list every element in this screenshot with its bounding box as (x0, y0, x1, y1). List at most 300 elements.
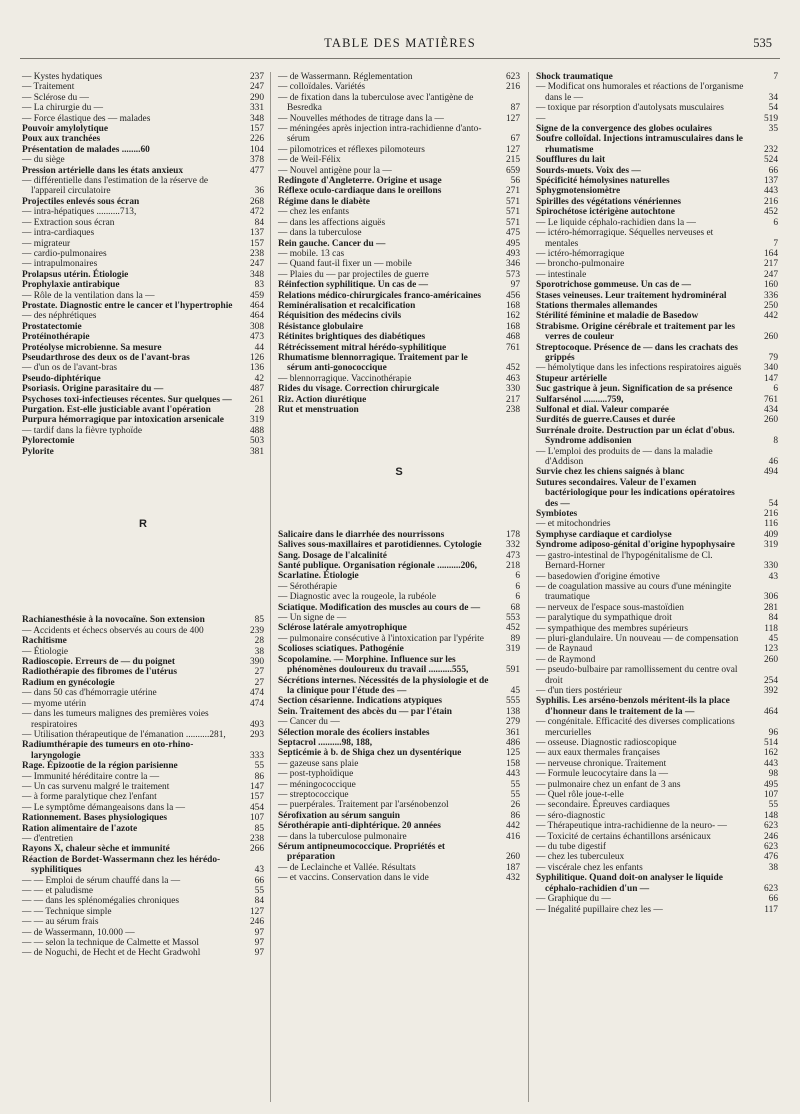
entry-text: — Cancer du — (278, 717, 340, 728)
entry-text: — — et paludisme (22, 886, 94, 896)
entry-page-number: 84 (254, 217, 264, 228)
index-entry (278, 93, 520, 114)
index-entry (22, 218, 264, 228)
entry-page-number: 45 (510, 685, 520, 696)
index-entry (536, 519, 778, 529)
entry-page-number: 623 (763, 821, 778, 832)
entry-page-number: 85 (254, 615, 264, 626)
index-entry (278, 759, 520, 769)
entry-page-number: 472 (249, 207, 264, 218)
entry-page-number: 454 (249, 802, 264, 813)
entry-text: — dans les affections aiguës (278, 217, 386, 228)
entry-text: Santé publique. Organisation régionale ..........206, (278, 561, 477, 572)
entry-page-number: 6 (515, 581, 520, 592)
entry-page-number: 468 (505, 332, 520, 343)
index-entry (536, 114, 778, 124)
entry-text: — à forme paralytique chez l'enfant (22, 792, 157, 803)
index-entry (536, 82, 778, 103)
index-entry (536, 644, 778, 654)
entry-text: Ration alimentaire de l'azote (22, 823, 138, 834)
entry-text: Surrénale droite. Destruction par un éclat d'obus. Syndrome addisonien (536, 425, 735, 447)
entry-page-number: 452 (505, 363, 520, 374)
index-entry (536, 769, 778, 779)
entries-r (22, 615, 264, 958)
entry-page-number: 43 (254, 865, 264, 876)
entry-text: — pluri-glandulaire. Un nouveau — de compensation (536, 633, 739, 644)
index-entry (22, 436, 264, 446)
entry-text: — Graphique du — (536, 894, 611, 905)
index-entry (536, 166, 778, 176)
entry-page-number: 459 (249, 290, 264, 301)
entry-text: — Modificat ons humorales et réactions de l'organisme dans le — (536, 82, 744, 103)
entry-text: Pylorite (22, 446, 54, 457)
index-entry (536, 207, 778, 217)
index-entry (22, 82, 264, 92)
entry-page-number: 107 (763, 790, 778, 801)
index-entry (536, 415, 778, 425)
entry-page-number: 308 (249, 321, 264, 332)
entry-page-number: 555 (505, 696, 520, 707)
entry-page-number: 6 (515, 592, 520, 603)
entry-page-number: 319 (249, 415, 264, 426)
entry-page-number: 162 (505, 311, 520, 322)
entry-page-number: 26 (510, 800, 520, 811)
entry-text: — Immunité héréditaire contre la — (22, 771, 160, 782)
index-entry (22, 907, 264, 917)
entry-page-number: 503 (249, 436, 264, 447)
entry-page-number: 416 (505, 831, 520, 842)
entry-text: — — Emploi de sérum chauffé dans la — (22, 875, 181, 886)
entry-page-number: 571 (505, 207, 520, 218)
entry-text: — du tube digestif (536, 842, 607, 853)
entry-page-number: 346 (505, 259, 520, 270)
index-entry (22, 270, 264, 280)
index-entry (22, 114, 264, 124)
entry-text: Pouvoir amylolytique (22, 124, 109, 135)
entry-text: — nerveuse chronique. Traitement (536, 758, 667, 769)
entry-page-number: 136 (249, 363, 264, 374)
entry-page-number: 127 (249, 906, 264, 917)
entry-text: — de fixation dans la tuberculose avec l'antigène de Besredka (278, 92, 474, 114)
entry-page-number: 390 (249, 657, 264, 668)
index-entry (536, 291, 778, 301)
entry-page-number: 432 (505, 873, 520, 884)
index-entry (22, 426, 264, 436)
index-entry (536, 363, 778, 373)
entry-page-number: 494 (763, 467, 778, 478)
entry-page-number: 8 (773, 436, 778, 447)
entry-text: — ictéro-hémorragique. Séquelles nerveuses et mentales (536, 228, 714, 249)
entry-page-number: 330 (763, 561, 778, 572)
index-entry (22, 772, 264, 782)
entry-page-number: 464 (249, 311, 264, 322)
entry-page-number: 260 (505, 852, 520, 863)
index-entry (22, 928, 264, 938)
index-entry (22, 917, 264, 927)
entry-text: Stases veineuses. Leur traitement hydrominéral (536, 290, 727, 301)
entry-text: Protéolyse microbienne. Sa mesure (22, 342, 162, 353)
entry-page-number: 67 (510, 134, 520, 145)
entry-page-number: 56 (510, 176, 520, 187)
entry-page-number: 336 (763, 290, 778, 301)
entry-page-number: 68 (510, 602, 520, 613)
index-entry (278, 155, 520, 165)
entry-page-number: 293 (249, 729, 264, 740)
index-entry (22, 948, 264, 958)
index-entry (536, 811, 778, 821)
entry-text: Suc gastrique à jeun. Signification de sa présence (536, 384, 733, 395)
entry-page-number: 659 (505, 165, 520, 176)
entry-text: — aux eaux thermales françaises (536, 748, 660, 759)
entry-text: Salives sous-maxillaires et parotidiennes. Cytologie (278, 540, 482, 551)
entry-page-number: 96 (768, 727, 778, 738)
entry-page-number: 36 (254, 186, 264, 197)
entry-page-number: 340 (763, 363, 778, 374)
entry-text: Purgation. Est-elle justiciable avant l'opération (22, 405, 211, 415)
entry-text: Sulfonal et dial. Valeur comparée (536, 405, 669, 415)
index-entry (22, 239, 264, 249)
index-entry (22, 301, 264, 311)
entry-text: — secondaire. Épreuves cardiaques (536, 800, 670, 811)
index-entry (536, 572, 778, 582)
entry-page-number: 97 (254, 927, 264, 938)
index-entry (536, 134, 778, 155)
entry-page-number: 268 (249, 196, 264, 207)
entry-page-number: 246 (763, 831, 778, 842)
index-entry (22, 145, 264, 155)
index-entry (278, 207, 520, 217)
entry-page-number: 187 (505, 862, 520, 873)
index-entry (536, 405, 778, 415)
entry-page-number: 137 (763, 176, 778, 187)
index-entry (536, 551, 778, 572)
index-entry (536, 738, 778, 748)
entry-text: Scarlatine. Étiologie (278, 571, 359, 582)
entry-text: Relations médico-chirurgicales franco-américaines (278, 290, 482, 301)
entry-text: — congénitale. Efficacité des diverses complications mercurielles (536, 717, 735, 738)
entry-text: Survie chez les chiens saignés à blanc (536, 467, 685, 478)
entry-text: — de Noguchi, de Hecht et de Hecht Gradwohl (22, 948, 201, 959)
entry-page-number: 127 (505, 113, 520, 124)
entry-text: Pseudo-diphtérique (22, 373, 101, 384)
index-entry (536, 467, 778, 477)
index-entry (278, 186, 520, 196)
index-entry (278, 623, 520, 633)
entry-page-number: 493 (505, 248, 520, 259)
index-entry (22, 740, 264, 761)
entry-text: Sélection morale des écoliers instables (278, 727, 430, 738)
entry-text: — Étiologie (22, 646, 69, 657)
index-entry (22, 395, 264, 405)
index-entry (536, 259, 778, 269)
entry-text: — post-typhoïdique (278, 769, 354, 780)
entry-page-number: 475 (505, 228, 520, 239)
index-entry (278, 551, 520, 561)
index-entry (278, 530, 520, 540)
index-entry (22, 291, 264, 301)
entry-text: Rides du visage. Correction chirurgicale (278, 384, 440, 395)
entry-page-number: 434 (763, 405, 778, 415)
entry-text: Syndrome adiposo-génital d'origine hypophysaire (536, 540, 735, 551)
entry-text: — pilomotrices et réflexes pilomoteurs (278, 144, 425, 155)
entry-text: Psoriasis. Origine parasitaire du — (22, 384, 164, 395)
index-entry (278, 769, 520, 779)
entry-text: — Sérothérapie (278, 581, 338, 592)
entry-page-number: 42 (254, 373, 264, 384)
entry-page-number: 443 (505, 769, 520, 780)
index-entry (22, 761, 264, 771)
entry-page-number: 168 (505, 300, 520, 311)
entry-page-number: 442 (763, 311, 778, 322)
entry-page-number: 319 (505, 644, 520, 655)
index-entry (278, 655, 520, 676)
entry-page-number: 34 (768, 92, 778, 103)
index-entry (22, 311, 264, 321)
entry-text: — d'un os de l'avant-bras (22, 363, 118, 374)
entry-text: — Nouvel antigène pour la — (278, 165, 392, 176)
entry-text: Projectiles enlevés sous écran (22, 196, 140, 207)
index-entry (536, 821, 778, 831)
entry-page-number: 473 (249, 332, 264, 343)
entry-text: Strabisme. Origine cérébrale et traitement par les verres de couleur (536, 321, 735, 343)
entry-text: — de coagulation massive au cours d'une méningite traumatique (536, 581, 732, 603)
entry-page-number: 238 (249, 833, 264, 844)
index-entry (536, 228, 778, 249)
index-entry (536, 155, 778, 165)
entry-text: Syphilis. Les arséno-benzols méritent-ils la place d'honneur dans le traitement de la — (536, 696, 730, 717)
entry-text: — nerveux de l'espace sous-mastoïdien (536, 602, 684, 613)
index-entry (278, 343, 520, 353)
entry-page-number: 217 (505, 394, 520, 405)
entry-page-number: 127 (505, 144, 520, 155)
entry-page-number: 524 (763, 155, 778, 166)
entry-page-number: 28 (254, 636, 264, 647)
index-entry (22, 824, 264, 834)
entry-page-number: 488 (249, 425, 264, 436)
entry-text: Rut et menstruation (278, 405, 359, 415)
index-entry (278, 728, 520, 738)
entry-text: — — au sérum frais (22, 917, 99, 928)
entry-text: Riz. Action diurétique (278, 394, 367, 405)
entry-page-number: 250 (763, 300, 778, 311)
entry-page-number: 55 (510, 779, 520, 790)
entry-page-number: 761 (505, 342, 520, 353)
entry-text: Symphyse cardiaque et cardiolyse (536, 529, 672, 540)
index-entry (536, 301, 778, 311)
index-entry (278, 322, 520, 332)
entry-page-number: 157 (249, 792, 264, 803)
entry-text: — cardio-pulmonaires (22, 248, 107, 259)
entry-page-number: 168 (505, 321, 520, 332)
index-entry (278, 790, 520, 800)
entry-text: Radioscopie. Erreurs de — du poignet (22, 657, 175, 668)
entry-page-number: 443 (763, 186, 778, 197)
entry-page-number: 97 (510, 280, 520, 291)
entry-page-number: 83 (254, 280, 264, 291)
index-entry (278, 228, 520, 238)
entry-text: Stupeur artérielle (536, 373, 607, 384)
index-entry (536, 863, 778, 873)
entry-text: — Formule leucocytaire dans la — (536, 769, 668, 780)
index-entry (278, 82, 520, 92)
index-entry (22, 647, 264, 657)
entry-text: Pylorectomie (22, 436, 75, 447)
index-entry (22, 134, 264, 144)
entry-page-number: 157 (249, 124, 264, 135)
index-entry (278, 592, 520, 602)
entry-page-number: 66 (768, 894, 778, 905)
entry-text: Symbiotes (536, 509, 578, 520)
index-entry (536, 186, 778, 196)
index-entry (536, 613, 778, 623)
index-entry (22, 876, 264, 886)
index-column-2 (278, 72, 520, 884)
index-entry (22, 374, 264, 384)
entry-page-number: 123 (763, 644, 778, 655)
entry-text: — de Leclainche et Vallée. Résultats (278, 862, 416, 873)
entry-page-number: 623 (763, 842, 778, 853)
index-entry (22, 855, 264, 876)
index-entry (536, 447, 778, 468)
entry-text: Sein. Traitement des abcès du — par l'étain (278, 706, 452, 717)
index-entry (22, 886, 264, 896)
index-entry (536, 218, 778, 228)
entry-text: — Kystes hydatiques (22, 72, 103, 82)
index-entry (22, 688, 264, 698)
entry-text: — myome utérin (22, 698, 87, 709)
entry-page-number: 464 (763, 706, 778, 717)
index-entry (536, 530, 778, 540)
index-entry (22, 709, 264, 730)
entry-text: Section césarienne. Indications atypiques (278, 696, 443, 707)
index-entry (22, 615, 264, 625)
entry-page-number: 348 (249, 113, 264, 124)
index-entry (22, 332, 264, 342)
index-entry (22, 155, 264, 165)
entry-text: Purpura hémorragique par intoxication arsenicale (22, 415, 224, 426)
entry-page-number: 118 (764, 623, 778, 634)
entry-text: Pression artérielle dans les états anxieux (22, 165, 184, 176)
entry-text: Réquisition des médecins civils (278, 311, 402, 322)
entry-page-number: 473 (505, 550, 520, 561)
entries-s (278, 530, 520, 884)
entry-text: — viscérale chez les enfants (536, 862, 643, 873)
entry-text: Rachianesthésie à la novocaïne. Son extension (22, 615, 205, 626)
entry-page-number: 319 (763, 540, 778, 551)
entry-text: — séro-diagnostic (536, 810, 605, 821)
entry-text: Shock traumatique (536, 72, 613, 82)
entry-text: — Un cas survenu malgré le traitement (22, 781, 170, 792)
entry-text: — pseudo-bulbaire par ramollissement du centre oval droit (536, 665, 738, 686)
index-entry (22, 626, 264, 636)
entry-text: — intra-hépatiques ..........713, (22, 207, 137, 218)
entry-page-number: 84 (254, 896, 264, 907)
entry-page-number: 239 (249, 625, 264, 636)
entry-page-number: 46 (768, 457, 778, 468)
entry-page-number: 226 (249, 134, 264, 145)
entry-page-number: 178 (505, 529, 520, 540)
entry-page-number: 44 (254, 342, 264, 353)
index-entry (536, 634, 778, 644)
entry-page-number: 87 (510, 103, 520, 114)
entry-text: — de Raymond (536, 654, 596, 665)
index-entry (22, 353, 264, 363)
entry-text: — ictéro-hémorragique (536, 248, 625, 259)
entry-page-number: 260 (763, 415, 778, 426)
entry-text: — mobile. 13 cas (278, 248, 345, 259)
entry-text: — Extraction sous écran (22, 217, 115, 228)
entry-text: — tardif dans la fièvre typhoïde (22, 425, 143, 436)
entry-text: Redingote d'Angleterre. Origine et usage (278, 176, 442, 187)
entry-text: Réinfection syphilitique. Un cas de — (278, 280, 429, 291)
index-entry (278, 114, 520, 124)
entry-page-number: 38 (254, 646, 264, 657)
index-entry (278, 644, 520, 654)
index-entry (536, 395, 778, 405)
index-entry (536, 374, 778, 384)
entry-page-number: 331 (249, 103, 264, 114)
index-entry (22, 782, 264, 792)
entry-text: Stérilité féminine et maladie de Basedow (536, 311, 699, 322)
entry-text: Soufflures du lait (536, 155, 606, 166)
entry-page-number: 98 (768, 769, 778, 780)
entry-text: Résistance globulaire (278, 321, 363, 332)
index-entry (22, 166, 264, 176)
index-entry (278, 738, 520, 748)
entry-page-number: 332 (505, 540, 520, 551)
entry-page-number: 260 (763, 654, 778, 665)
entry-text: Prolapsus utérin. Étiologie (22, 269, 129, 280)
entry-text: Septicémie à b. de Shiga chez un dysentérique (278, 748, 462, 759)
entry-page-number: 514 (763, 738, 778, 748)
entry-text: — Utilisation thérapeutique de l'émanation ..........281, (22, 729, 226, 740)
index-entry (536, 270, 778, 280)
entry-text: Rage. Épizootie de la région parisienne (22, 761, 178, 772)
index-entry (536, 655, 778, 665)
index-entry (536, 717, 778, 738)
entry-page-number: 45 (768, 633, 778, 644)
index-entry (22, 730, 264, 740)
entry-page-number: 281 (763, 602, 778, 613)
index-entry (278, 811, 520, 821)
index-entry (22, 103, 264, 113)
entry-text: Sérofixation au sérum sanguin (278, 810, 400, 821)
index-entry (278, 540, 520, 550)
index-entry (278, 634, 520, 644)
entry-page-number: 55 (768, 800, 778, 811)
entry-page-number: 7 (773, 238, 778, 249)
entry-page-number: 89 (510, 633, 520, 644)
entry-page-number: 495 (505, 238, 520, 249)
index-entry (22, 844, 264, 854)
entry-text: — hémolytique dans les infections respiratoires aiguës (536, 363, 742, 374)
index-entry (22, 363, 264, 373)
index-entry (536, 124, 778, 134)
index-entry (22, 405, 264, 415)
entry-page-number: 147 (763, 373, 778, 384)
entry-page-number: 443 (763, 758, 778, 769)
index-entry (22, 72, 264, 82)
index-entry (278, 72, 520, 82)
entry-text: — osseuse. Diagnostic radioscopique (536, 738, 677, 748)
entry-page-number: 571 (505, 196, 520, 207)
entry-page-number: 378 (249, 155, 264, 166)
entry-text: Sporotrichose gommeuse. Un cas de — (536, 280, 692, 291)
header-rule (20, 58, 780, 59)
entry-page-number: 218 (505, 561, 520, 572)
index-entry (278, 832, 520, 842)
entry-page-number: 238 (505, 405, 520, 415)
